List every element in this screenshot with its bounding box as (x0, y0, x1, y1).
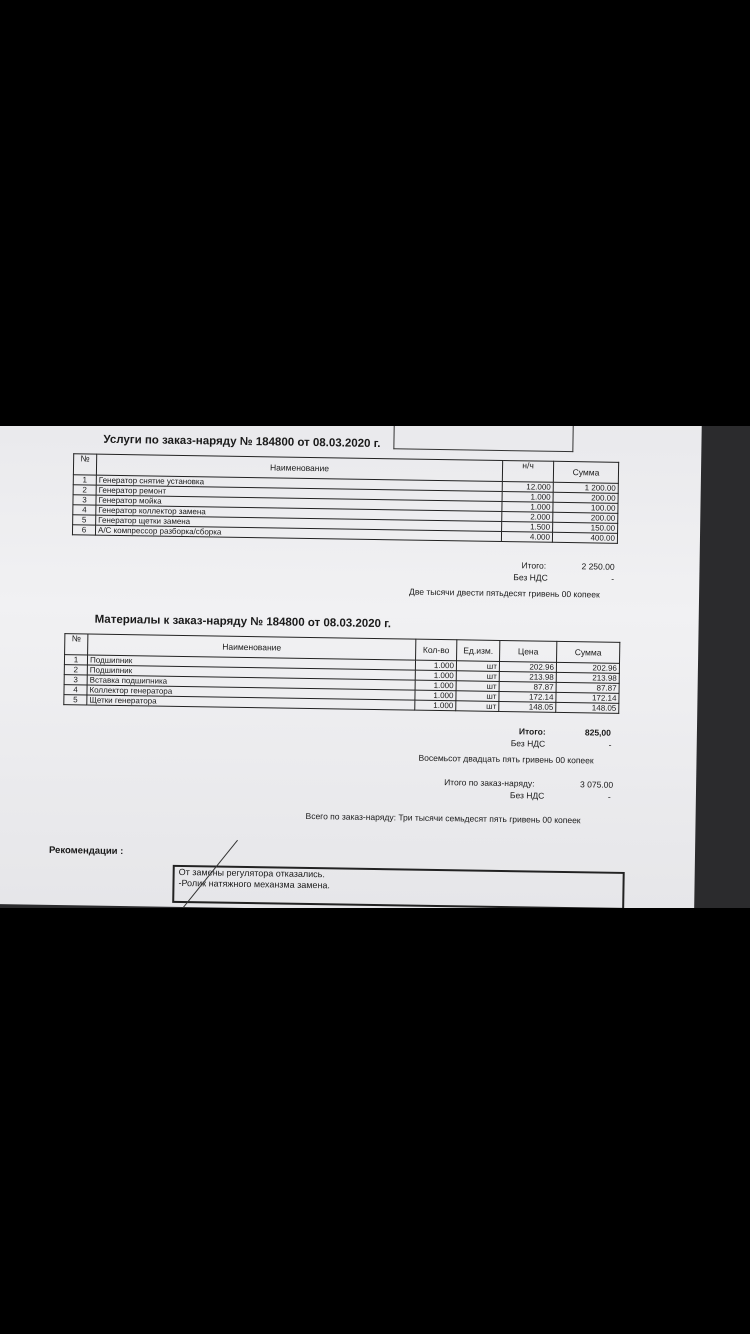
services-total-label: Итого: (521, 560, 547, 571)
materials-total-value: 825,00 (584, 727, 611, 738)
services-table (72, 453, 619, 544)
work-order-page (0, 426, 702, 908)
col-sum: Сумма (553, 461, 618, 483)
table-row: 1 Подшипник 1.000 шт 202.96 202.96 (64, 655, 619, 674)
recommendations-box (172, 865, 625, 908)
table-row: 4 Генератор коллектор замена 2.000 200.00 (73, 505, 618, 524)
col-no: № (65, 634, 88, 655)
materials-table (63, 633, 620, 714)
order-total-label: Итого по заказ-наряду: (444, 777, 535, 789)
recommendation-line: От замены регулятора отказались. (178, 866, 325, 880)
services-vat-value: - (611, 573, 615, 584)
col-name: Наименование (96, 454, 502, 481)
top-box (393, 426, 574, 452)
col-qty: Кол-во (416, 639, 457, 661)
materials-vat-label: Без НДС (510, 738, 546, 749)
table-row: 3 Генератор мойка 1.000 100.00 (73, 495, 618, 514)
materials-title: Материалы к заказ-наряду № 184800 от 08.03.2020 г. (94, 613, 392, 631)
order-vat-value: - (607, 791, 611, 802)
services-title: Услуги по заказ-наряду № 184800 от 08.03.2020 г. (103, 433, 381, 451)
col-nh: н/ч (502, 460, 553, 482)
document-photo (0, 426, 750, 908)
table-row: 6 А/С компрессор разборка/сборка 4.000 400.00 (72, 525, 617, 544)
col-unit: Ед.изм. (457, 640, 500, 662)
col-price: Цена (500, 640, 557, 662)
col-no: № (73, 454, 96, 475)
table-row: 5 Щетки генератора 1.000 шт 148.05 148.05 (64, 695, 619, 714)
table-row: 2 Генератор ремонт 1.000 200.00 (73, 485, 618, 504)
services-total-value: 2 250.00 (581, 561, 615, 572)
recommendations-label: Рекомендации : (48, 844, 124, 858)
table-row: 2 Подшипник 1.000 шт 213.98 213.98 (64, 665, 619, 684)
col-sum: Сумма (557, 641, 620, 663)
order-total-value: 3 075.00 (580, 779, 614, 790)
table-row: 4 Коллектор генератора 1.000 шт 172.14 172.14 (64, 685, 619, 704)
services-vat-label: Без НДС (513, 572, 548, 583)
materials-total-label: Итого: (518, 726, 546, 737)
order-vat-label: Без НДС (509, 790, 545, 801)
recommendation-line: -Ролик натяжного механзма замена. (178, 877, 331, 891)
table-row: 5 Генератор щетки замена 1.500 150.00 (73, 515, 618, 534)
materials-vat-value: - (608, 739, 612, 750)
services-words: Две тысячи двести пятьдесят гривень 00 копеек (409, 586, 600, 600)
col-name: Наименование (88, 634, 416, 660)
order-total-words: Всего по заказ-наряду: Три тысячи семьдесят пять гривень 00 копеек (305, 810, 581, 826)
table-row: 3 Вставка подшипника 1.000 шт 87.87 87.87 (64, 675, 619, 694)
materials-words: Восемьсот двадцать пять гривень 00 копеек (418, 752, 594, 766)
table-row: 1 Генератор снятие установка 12.000 1 200.00 (73, 475, 618, 494)
